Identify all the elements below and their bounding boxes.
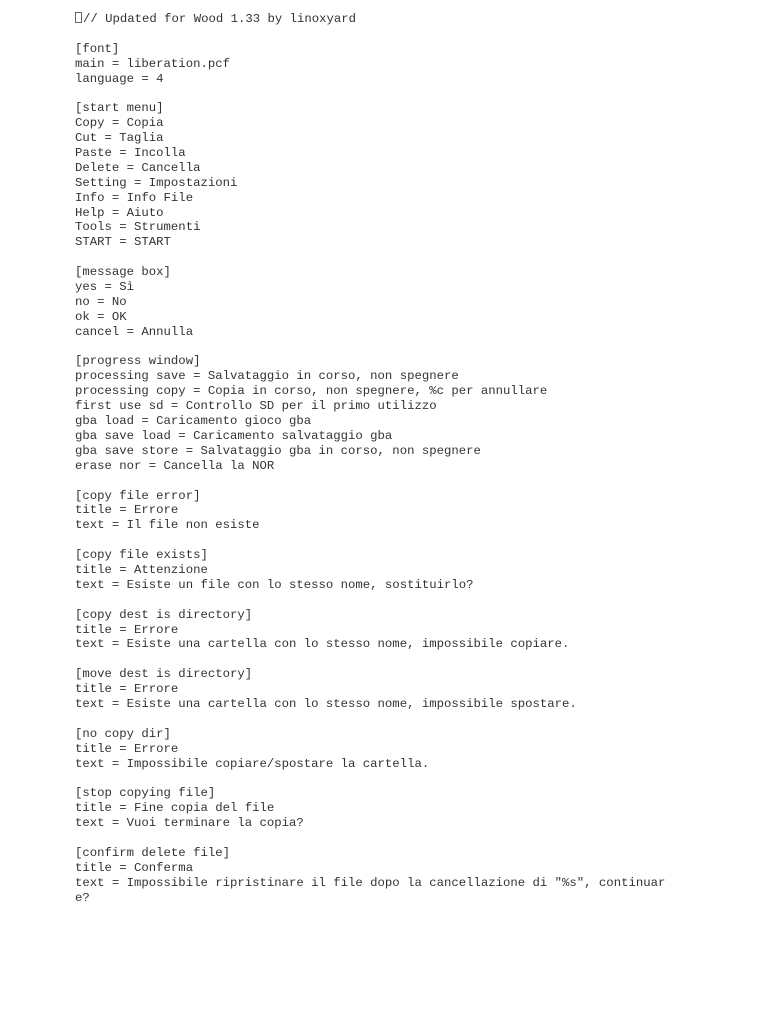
ini-entry: title = Attenzione bbox=[75, 562, 208, 577]
section-header: [start menu] bbox=[75, 101, 164, 116]
section-header: [progress window] bbox=[75, 354, 201, 369]
section-header: [message box] bbox=[75, 265, 171, 280]
ini-entry: title = Errore bbox=[75, 682, 179, 697]
ini-entry: main = liberation.pcf bbox=[75, 56, 230, 71]
ini-entry: gba load = Caricamento gioco gba bbox=[75, 414, 312, 429]
ini-entry: gba save load = Caricamento salvataggio gba bbox=[75, 428, 393, 443]
ini-entry: title = Errore bbox=[75, 503, 179, 518]
ini-section bbox=[75, 42, 745, 102]
ini-entry: Setting = Impostazioni bbox=[75, 175, 238, 190]
ini-entry: START = START bbox=[75, 235, 171, 250]
ini-entry: yes = Sì bbox=[75, 280, 135, 295]
ini-section bbox=[75, 101, 745, 265]
section-header: [move dest is directory] bbox=[75, 667, 253, 682]
ini-entry: Info = Info File bbox=[75, 190, 194, 205]
ini-section bbox=[75, 727, 745, 787]
blank-line bbox=[75, 250, 745, 265]
section-header: [copy file exists] bbox=[75, 548, 208, 563]
bom-glyph-icon bbox=[75, 12, 82, 23]
blank-line bbox=[75, 474, 745, 489]
blank-line bbox=[75, 771, 745, 786]
ini-entry: gba save store = Salvataggio gba in corso, non spegnere bbox=[75, 443, 481, 458]
section-header: [no copy dir] bbox=[75, 726, 171, 741]
header-comment-line bbox=[75, 12, 745, 27]
section-header: [font] bbox=[75, 41, 120, 56]
ini-entry: Cut = Taglia bbox=[75, 131, 164, 146]
ini-entry: title = Errore bbox=[75, 741, 179, 756]
ini-entry: text = Esiste un file con lo stesso nome, sostituirlo? bbox=[75, 577, 474, 592]
header-comment: // Updated for Wood 1.33 by linoxyard bbox=[83, 12, 357, 26]
section-header: [copy file error] bbox=[75, 488, 201, 503]
blank-line bbox=[75, 340, 745, 355]
ini-entry: title = Conferma bbox=[75, 860, 194, 875]
ini-entry: text = Esiste una cartella con lo stesso nome, impossibile copiare. bbox=[75, 637, 570, 652]
ini-entry: processing save = Salvataggio in corso, non spegnere bbox=[75, 369, 459, 384]
ini-entry: text = Il file non esiste bbox=[75, 518, 260, 533]
ini-section bbox=[75, 667, 745, 727]
ini-section bbox=[75, 608, 745, 668]
ini-entry: cancel = Annulla bbox=[75, 324, 194, 339]
blank-line bbox=[75, 712, 745, 727]
ini-entry: ok = OK bbox=[75, 309, 127, 324]
document-text bbox=[75, 12, 745, 905]
ini-entry: processing copy = Copia in corso, non spegnere, %c per annullare bbox=[75, 384, 548, 399]
ini-sections bbox=[75, 42, 745, 906]
blank-line bbox=[75, 27, 745, 42]
ini-section bbox=[75, 846, 745, 906]
section-header: [copy dest is directory] bbox=[75, 607, 253, 622]
ini-entry: title = Errore bbox=[75, 622, 179, 637]
ini-section bbox=[75, 786, 745, 846]
ini-entry: text = Impossibile ripristinare il file dopo la cancellazione di "%s", continuar bbox=[75, 875, 666, 890]
ini-section bbox=[75, 265, 745, 354]
blank-line bbox=[75, 593, 745, 608]
blank-line bbox=[75, 831, 745, 846]
blank-line bbox=[75, 652, 745, 667]
blank-line bbox=[75, 86, 745, 101]
ini-entry: Help = Aiuto bbox=[75, 205, 164, 220]
ini-entry: Copy = Copia bbox=[75, 116, 164, 131]
ini-entry: first use sd = Controllo SD per il primo utilizzo bbox=[75, 399, 437, 414]
section-header: [confirm delete file] bbox=[75, 845, 230, 860]
blank-line bbox=[75, 533, 745, 548]
ini-entry: Paste = Incolla bbox=[75, 146, 186, 161]
ini-entry: language = 4 bbox=[75, 71, 164, 86]
ini-entry: erase nor = Cancella la NOR bbox=[75, 458, 275, 473]
ini-section bbox=[75, 489, 745, 549]
ini-section bbox=[75, 354, 745, 488]
ini-entry: Tools = Strumenti bbox=[75, 220, 201, 235]
section-header: [stop copying file] bbox=[75, 786, 216, 801]
ini-entry: text = Vuoi terminare la copia? bbox=[75, 816, 304, 831]
ini-entry: title = Fine copia del file bbox=[75, 801, 275, 816]
ini-entry: text = Impossibile copiare/spostare la cartella. bbox=[75, 756, 430, 771]
ini-section bbox=[75, 548, 745, 608]
ini-entry: e? bbox=[75, 890, 90, 905]
ini-entry: no = No bbox=[75, 294, 127, 309]
ini-entry: text = Esiste una cartella con lo stesso nome, impossibile spostare. bbox=[75, 696, 577, 711]
ini-entry: Delete = Cancella bbox=[75, 160, 201, 175]
